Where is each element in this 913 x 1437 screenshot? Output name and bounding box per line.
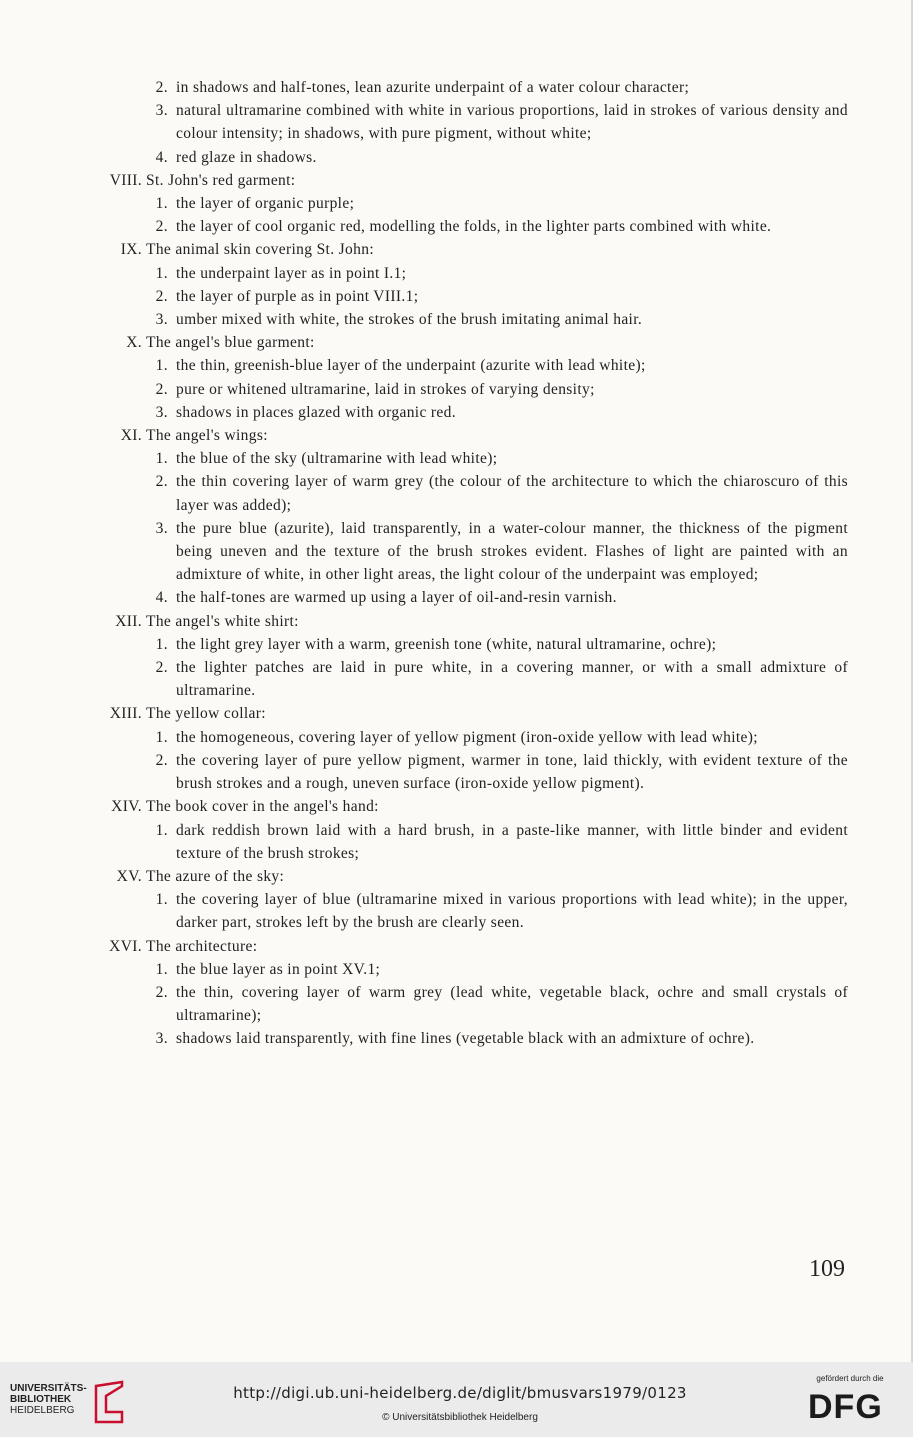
list-item [92,633,848,656]
list-item [92,1027,848,1050]
list-item-text: natural ultramarine combined with white in various proportions, laid in strokes of various density and colour intensity; in shadows, with pure pigment, without white; [176,102,848,143]
section-numeral: XI. [120,427,142,445]
section [92,865,848,935]
list-item-text: the underpaint layer as in point I.1; [176,264,407,282]
dfg-logo: DFG [808,1388,883,1426]
list-item-text: dark reddish brown laid with a hard brush, in a paste-like manner, with little binder and evident texture of the brush strokes; [176,821,848,862]
section [92,331,848,424]
section [92,76,848,169]
list-item-number: 2. [155,473,168,491]
list-item [92,981,848,1027]
list-item [92,378,848,401]
list-item [92,76,848,99]
section-title: The book cover in the angel's hand: [146,798,379,816]
section [92,424,848,610]
section-numeral: XVI. [109,937,142,955]
list-item [92,726,848,749]
section [92,935,848,1051]
list-item-text: the thin covering layer of warm grey (the colour of the architecture to which the chiaroscuro of this layer was added); [176,473,848,514]
list-item [92,146,848,169]
list-item-number: 1. [155,891,168,909]
section-heading [92,238,848,261]
section-numeral: VIII. [109,171,142,189]
list-item [92,401,848,424]
list-item-text: the covering layer of pure yellow pigment, warmer in tone, laid thickly, with evident texture of the brush strokes and a rough, uneven surface (iron-oxide yellow pigment). [176,751,848,793]
list-item [92,888,848,934]
list-item-text: pure or whitened ultramarine, laid in strokes of varying density; [176,380,595,398]
list-item-text: the half-tones are warmed up using a layer of oil-and-resin varnish. [176,589,617,607]
library-logo-icon [92,1378,128,1428]
list-item [92,262,848,285]
list-item-text: the blue layer as in point XV.1; [176,960,381,978]
list-item-number: 1. [155,635,168,653]
section-heading [92,865,848,888]
list-item-number: 3. [155,311,168,329]
section-title: The azure of the sky: [146,867,285,885]
section-numeral: XIV. [111,798,142,816]
section-heading [92,610,848,633]
copyright-text: © Universitätsbibliothek Heidelberg [382,1412,538,1423]
list-item-number: 2. [155,983,168,1001]
list-item-number: 2. [155,79,168,96]
library-name [10,1383,87,1416]
section-title: St. John's red garment: [146,171,296,189]
list-item-number: 1. [155,264,168,282]
list-item [92,586,848,609]
page-number: 109 [809,1256,845,1282]
list-item [92,354,848,377]
section-title: The angel's blue garment: [146,334,315,352]
list-item-number: 1. [155,357,168,375]
list-item-text: the layer of organic purple; [176,195,355,213]
sponsor-text: gefördert durch die [816,1374,884,1383]
list-item [92,749,848,795]
list-item [92,819,848,865]
section-heading [92,169,848,192]
section-numeral: X. [126,334,142,352]
list-item-number: 4. [155,589,168,607]
section-title: The angel's wings: [146,427,268,445]
section-heading [92,795,848,818]
footer-bar [0,1362,913,1437]
permalink-url[interactable]: http://digi.ub.uni-heidelberg.de/diglit/bmusvars1979/0123 [233,1384,687,1402]
library-name-line3: HEIDELBERG [10,1405,75,1416]
section-numeral: XIII. [109,705,142,723]
list-item-number: 3. [155,403,168,421]
list-item-text: the layer of cool organic red, modelling the folds, in the lighter parts combined with white. [176,218,772,236]
library-name-line2: BIBLIOTHEK [10,1394,72,1405]
list-item-text: the blue of the sky (ultramarine with lead white); [176,450,498,468]
list-item-text: the lighter patches are laid in pure white, in a covering manner, or with a small admixture of ultramarine. [176,659,848,700]
list-item [92,285,848,308]
list-item-number: 3. [155,519,168,537]
list-item-number: 3. [155,1030,168,1048]
section-heading [92,424,848,447]
section [92,169,848,239]
list-item-number: 1. [155,821,168,839]
list-item-number: 3. [155,102,168,120]
list-item [92,958,848,981]
list-item [92,517,848,587]
list-item-text: umber mixed with white, the strokes of the brush imitating animal hair. [176,311,643,329]
list-item [92,656,848,702]
list-item-number: 2. [155,380,168,398]
list-item-number: 2. [155,218,168,236]
list-item-text: shadows in places glazed with organic red. [176,403,456,421]
list-item-text: shadows laid transparently, with fine lines (vegetable black with an admixture of ochre). [176,1030,755,1048]
page-body [92,76,848,1051]
list-item-number: 2. [155,751,168,769]
list-item [92,447,848,470]
list-item-number: 1. [155,960,168,978]
section [92,702,848,795]
list-item-text: the thin, greenish-blue layer of the underpaint (azurite with lead white); [176,357,646,375]
list-item-number: 1. [155,195,168,213]
list-item-number: 1. [155,728,168,746]
section-heading [92,702,848,725]
section-heading [92,331,848,354]
list-item-number: 4. [155,148,168,166]
list-item [92,308,848,331]
section-title: The animal skin covering St. John: [146,241,375,259]
list-item-text: the light grey layer with a warm, greenish tone (white, natural ultramarine, ochre); [176,635,717,653]
list-item [92,215,848,238]
list-item-text: the homogeneous, covering layer of yellow pigment (iron-oxide yellow with lead white); [176,728,758,746]
section-heading [92,935,848,958]
section-numeral: XII. [115,612,142,630]
section [92,795,848,865]
list-item [92,192,848,215]
list-item-text: the covering layer of blue (ultramarine mixed in various proportions with lead white); in the upper, darker part, strokes left by the brush are clearly seen. [176,891,848,932]
section-title: The yellow collar: [146,705,266,723]
section-numeral: XV. [116,867,142,885]
section [92,238,848,331]
list-item-text: the pure blue (azurite), laid transparently, in a water-colour manner, the thickness of the pigment being uneven and the texture of the brush strokes evident. Flashes of light are painted with an admixture of white, in other light areas, the light colour of the underpaint was employed; [176,519,848,584]
section [92,610,848,703]
list-item-text: red glaze in shadows. [176,148,317,166]
list-item-number: 1. [155,450,168,468]
list-item-text: the layer of purple as in point VIII.1; [176,287,419,305]
section-title: The angel's white shirt: [146,612,299,630]
list-item-text: in shadows and half-tones, lean azurite underpaint of a water colour character; [176,79,690,96]
list-item [92,99,848,145]
list-item [92,470,848,516]
list-item-number: 2. [155,287,168,305]
section-numeral: IX. [120,241,142,259]
section-title: The architecture: [146,937,258,955]
list-item-number: 2. [155,659,168,677]
list-item-text: the thin, covering layer of warm grey (lead white, vegetable black, ochre and small crystals of ultramarine); [176,983,848,1025]
library-name-line1: UNIVERSITÄTS- [10,1383,87,1394]
